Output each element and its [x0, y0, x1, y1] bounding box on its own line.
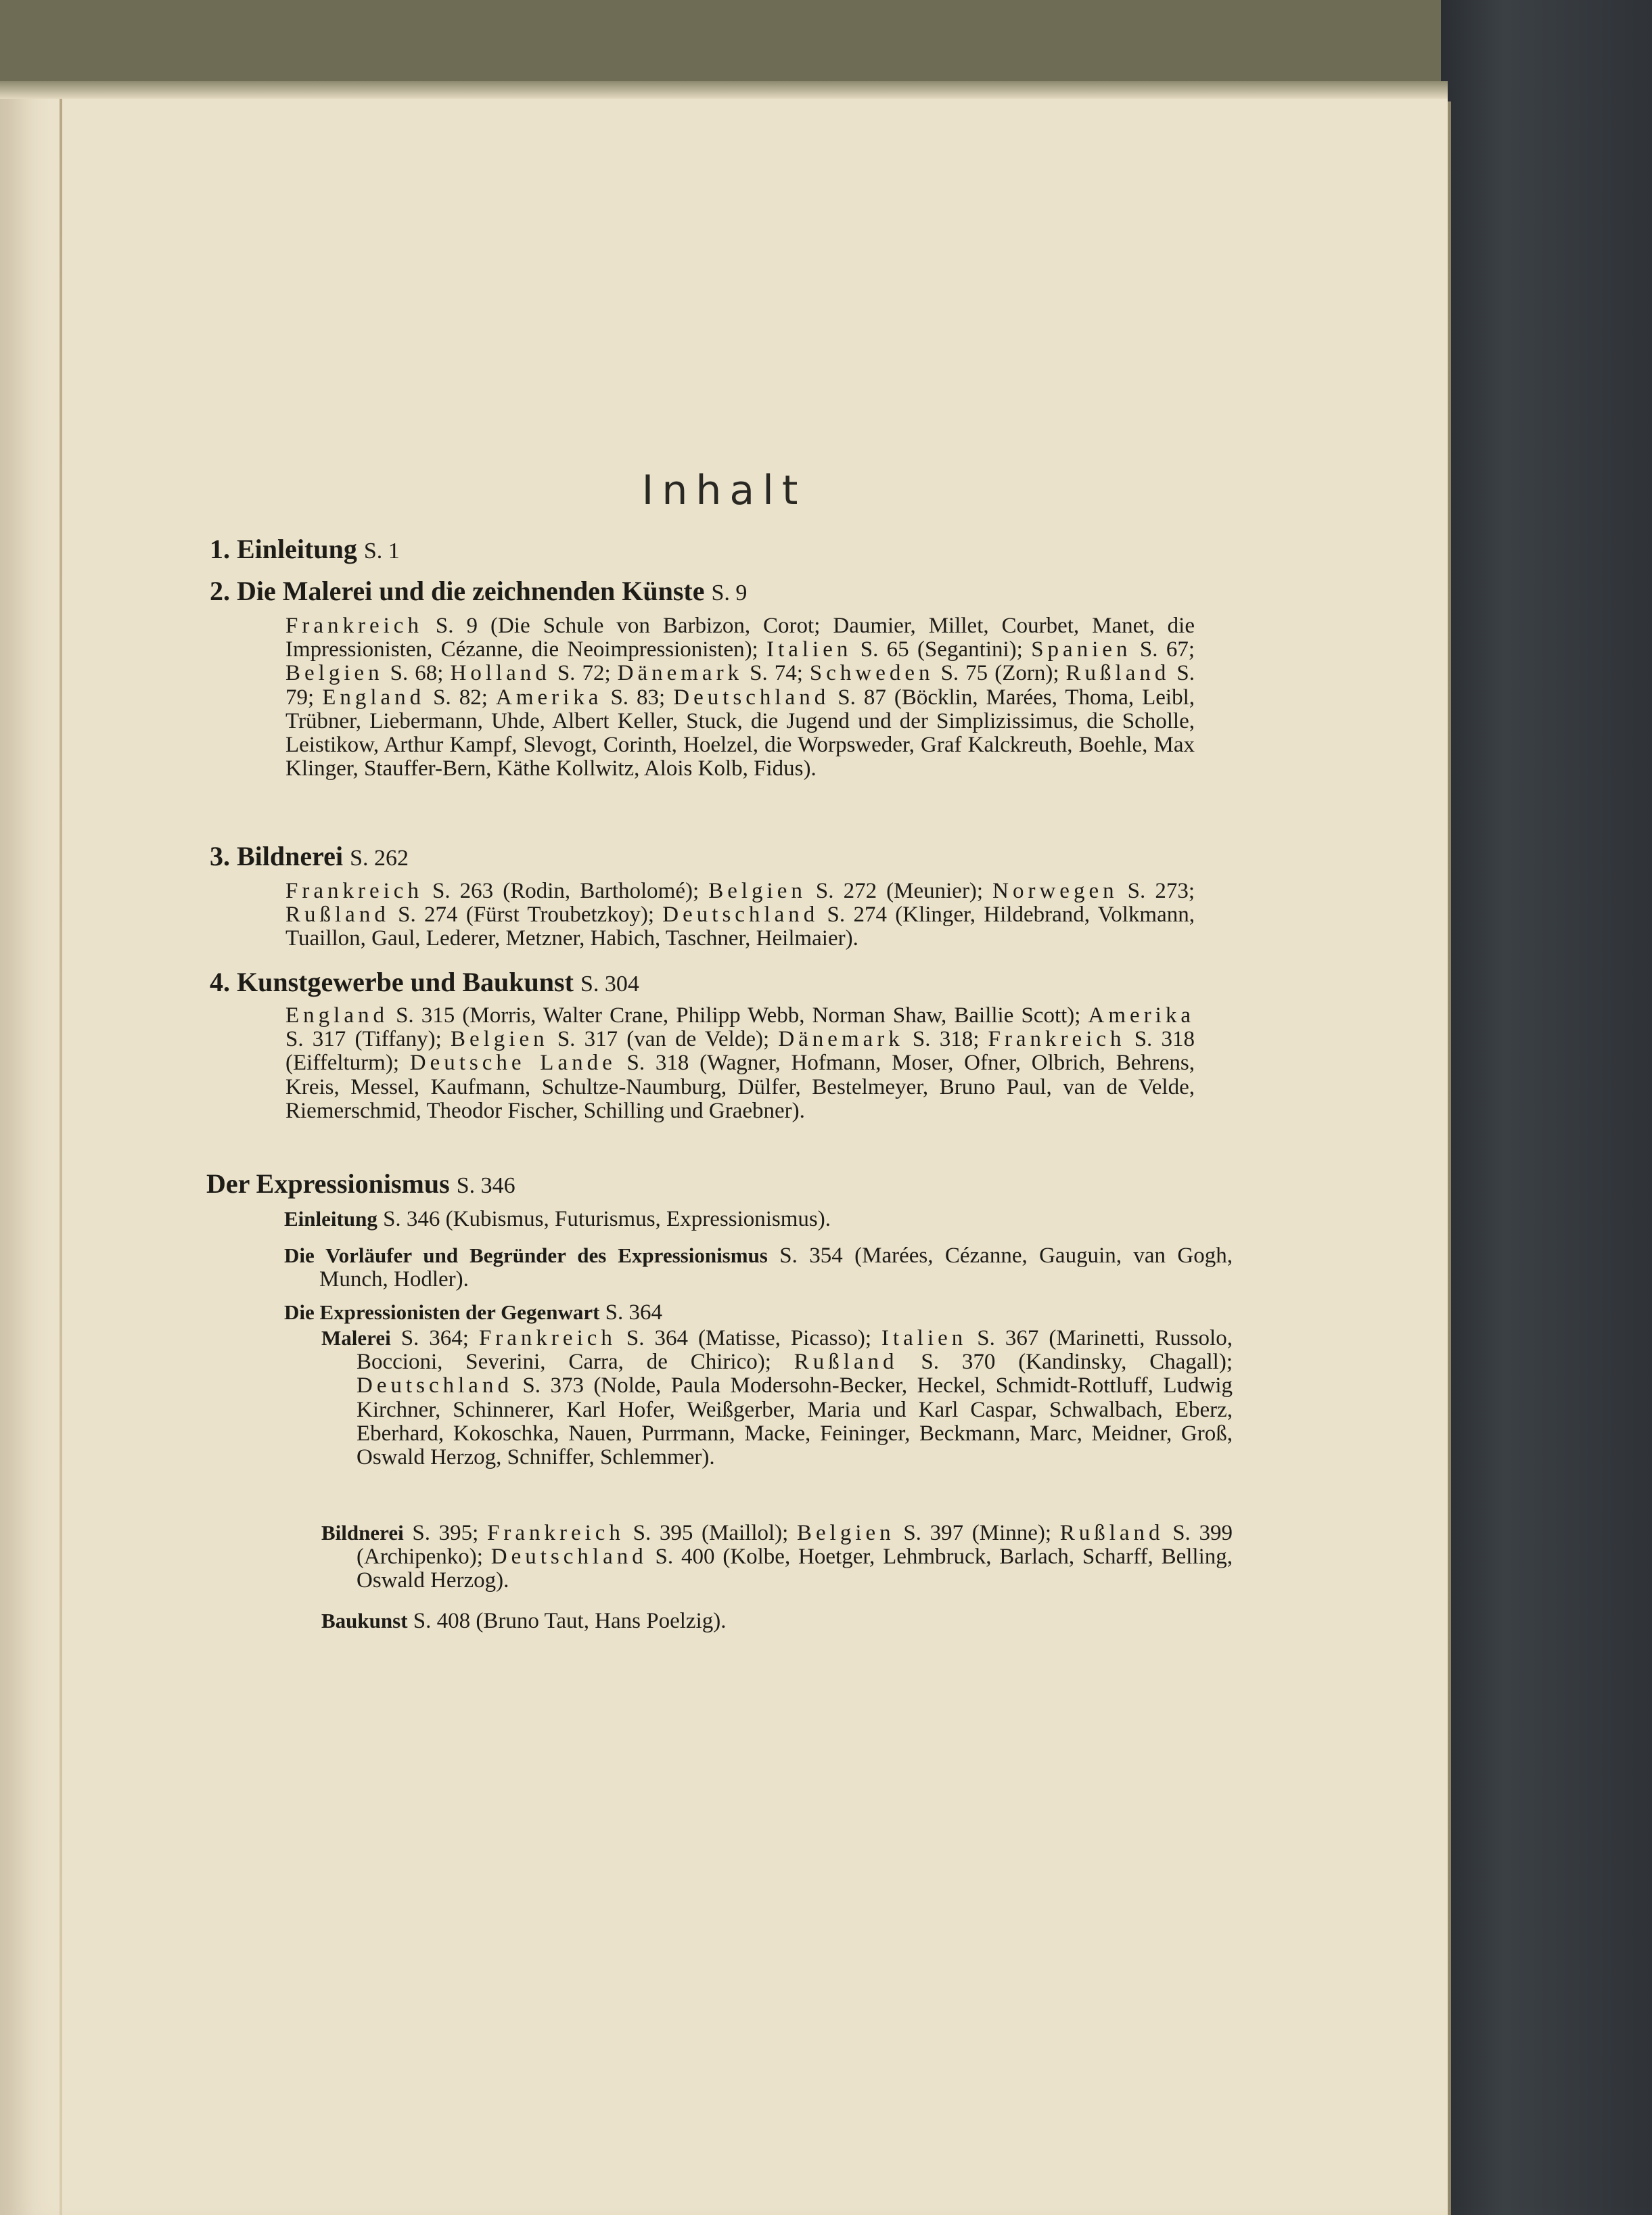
gutter [60, 81, 62, 2215]
toc-entry: S. 408 (Bruno Taut, Hans Poelzig). [407, 1609, 727, 1633]
toc-entry: Norwegen S. 273; [992, 879, 1195, 903]
toc-entry: England S. 315 (Morris, Walter Crane, Philipp Webb, Norman Shaw, Baillie Scott); [285, 1003, 1088, 1028]
toc-entry: Spanien S. 67; [1031, 637, 1195, 662]
section-body-4 [285, 1004, 1195, 1123]
toc-entry: Deutschland S. 373 (Nolde, Paula Modersohn-Becker, Heckel, Schmidt-Rottluff, Ludwig Kirchner, Schinnerer, Karl Hofer, Weißgerber, Maria und Karl Caspar, Schwalbach, Eberz, Eberhard, Kokoschka, Nauen, Purrmann, Macke, Feininger, Beckmann, Marc, Meidner, Groß, Oswald Herzog, Schniffer, Schlemmer). [357, 1373, 1233, 1470]
toc-entry: Belgien S. 397 (Minne); [797, 1521, 1060, 1545]
toc-entry: S. 364; [390, 1326, 479, 1350]
toc-entry: Frankreich S. 9 (Die Schule von Barbizon, Corot; Daumier, Millet, Courbet, Manet, die Impressionisten, Cézanne, die Neoimpressionisten); [285, 614, 1195, 662]
section-heading-1 [210, 534, 1279, 566]
toc-entry: Belgien S. 272 (Meunier); [708, 879, 993, 903]
section-heading-3 [210, 842, 1279, 873]
toc-entry: Deutsche Lande S. 318 (Wagner, Hofmann, Moser, Ofner, Olbrich, Behrens, Kreis, Messel, Kaufmann, Schultze-Naumburg, Dülfer, Bestelmeyer, Bruno Paul, van de Velde, Riemerschmid, Theodor Fischer, Schilling und Graebner). [285, 1051, 1195, 1123]
section-body-2 [285, 614, 1195, 781]
toc-entry: Holland S. 72; [450, 661, 618, 686]
subsection-text: S. 346 (Kubismus, Futurismus, Expressionismus). [377, 1207, 831, 1231]
book-cover-edge [1441, 0, 1652, 2215]
section-label: 3. Bildnerei [210, 841, 344, 871]
section-body-3 [285, 880, 1195, 951]
subsubsection-baukunst [321, 1609, 1233, 1633]
subsubsection-malerei [321, 1326, 1233, 1469]
page-top-edge [0, 81, 1448, 99]
subsection-label: Die Expressionisten der Gegenwart [284, 1300, 600, 1324]
subsection-label: Einleitung [284, 1207, 377, 1231]
subsubsection-label: Baukunst [321, 1609, 408, 1632]
subsection-einleitung [284, 1207, 1233, 1231]
toc-entry: Frankreich S. 318 (Eiffelturm); [285, 1027, 1195, 1076]
subsection-text: S. 364 [599, 1300, 663, 1325]
toc-entry: Deutschland S. 274 (Klinger, Hildebrand, Volkmann, Tuaillon, Gaul, Lederer, Metzner, Habich, Taschner, Heilmaier). [285, 903, 1195, 951]
section-heading-4 [210, 967, 1279, 999]
subsubsection-label: Malerei [321, 1326, 391, 1350]
toc-entry: Rußland S. 274 (Fürst Troubetzkoy); [285, 903, 663, 928]
toc-entry: Rußland S. 79; [285, 661, 1195, 710]
toc-entry: Belgien S. 317 (van de Velde); [450, 1027, 779, 1052]
section-label: 4. Kunstgewerbe und Baukunst [210, 967, 574, 997]
toc-entry: Frankreich S. 263 (Rodin, Bartholomé); [285, 879, 709, 903]
toc-entry: Rußland S. 370 (Kandinsky, Chagall); [794, 1350, 1233, 1375]
subsubsection-bildnerei [321, 1521, 1233, 1593]
toc-entry: Italien S. 367 (Marinetti, Russolo, Boccioni, Severini, Carra, de Chirico); [357, 1326, 1233, 1375]
section-label: 2. Die Malerei und die zeichnenden Künste [210, 576, 705, 606]
toc-entry: Deutschland S. 87 (Böcklin, Marées, Thoma, Leibl, Trübner, Liebermann, Uhde, Albert Keller, Stuck, die Jugend und der Simplizissimus, die Scholle, Leistikow, Arthur Kampf, Slevogt, Corinth, Hoelzel, die Worpsweder, Graf Kalckreuth, Boehle, Max Klinger, Stauffer-Bern, Käthe Kollwitz, Alois Kolb, Fidus). [285, 685, 1195, 781]
toc-entry: Dänemark S. 318; [778, 1027, 988, 1052]
toc-entry: Schweden S. 75 (Zorn); [809, 661, 1066, 686]
section-page-ref: S. 346 [456, 1173, 515, 1198]
page-title: Inhalt [641, 467, 806, 514]
toc-entry: Frankreich S. 364 (Matisse, Picasso); [478, 1326, 881, 1350]
subsection-text: S. 354 (Marées, Cézanne, Gauguin, van Gogh, Munch, Hodler). [319, 1243, 1233, 1292]
section-label: 1. Einleitung [210, 534, 357, 564]
toc-entry: Frankreich S. 395 (Maillol); [486, 1521, 797, 1545]
subsection-vorlaeufer [284, 1243, 1233, 1292]
subsection-gegenwart [284, 1300, 1233, 1325]
subsubsection-label: Bildnerei [321, 1521, 404, 1545]
section-heading-expressionismus [206, 1169, 1275, 1201]
toc-entry: Rußland S. 399 (Archipenko); [357, 1521, 1233, 1570]
section-heading-2 [210, 576, 1279, 608]
toc-entry: Amerika S. 83; [495, 685, 674, 710]
subsection-label: Die Vorläufer und Begründer des Expressionismus [284, 1243, 768, 1267]
toc-entry: Dänemark S. 74; [617, 661, 810, 686]
section-page-ref: S. 1 [363, 539, 400, 564]
toc-entry: Belgien S. 68; [285, 661, 451, 686]
toc-entry: Italien S. 65 (Segantini); [766, 637, 1032, 662]
toc-entry: S. 395; [403, 1521, 487, 1545]
book-page [0, 81, 1448, 2215]
toc-entry: Amerika S. 317 (Tiffany); [285, 1003, 1195, 1052]
section-page-ref: S. 304 [580, 972, 639, 997]
section-page-ref: S. 9 [711, 580, 748, 606]
toc-entry: Deutschland S. 400 (Kolbe, Hoetger, Lehmbruck, Barlach, Scharff, Belling, Oswald Herzog). [357, 1545, 1233, 1593]
section-label: Der Expressionismus [206, 1168, 450, 1199]
toc-entry: England S. 82; [322, 685, 496, 710]
section-page-ref: S. 262 [350, 846, 409, 871]
